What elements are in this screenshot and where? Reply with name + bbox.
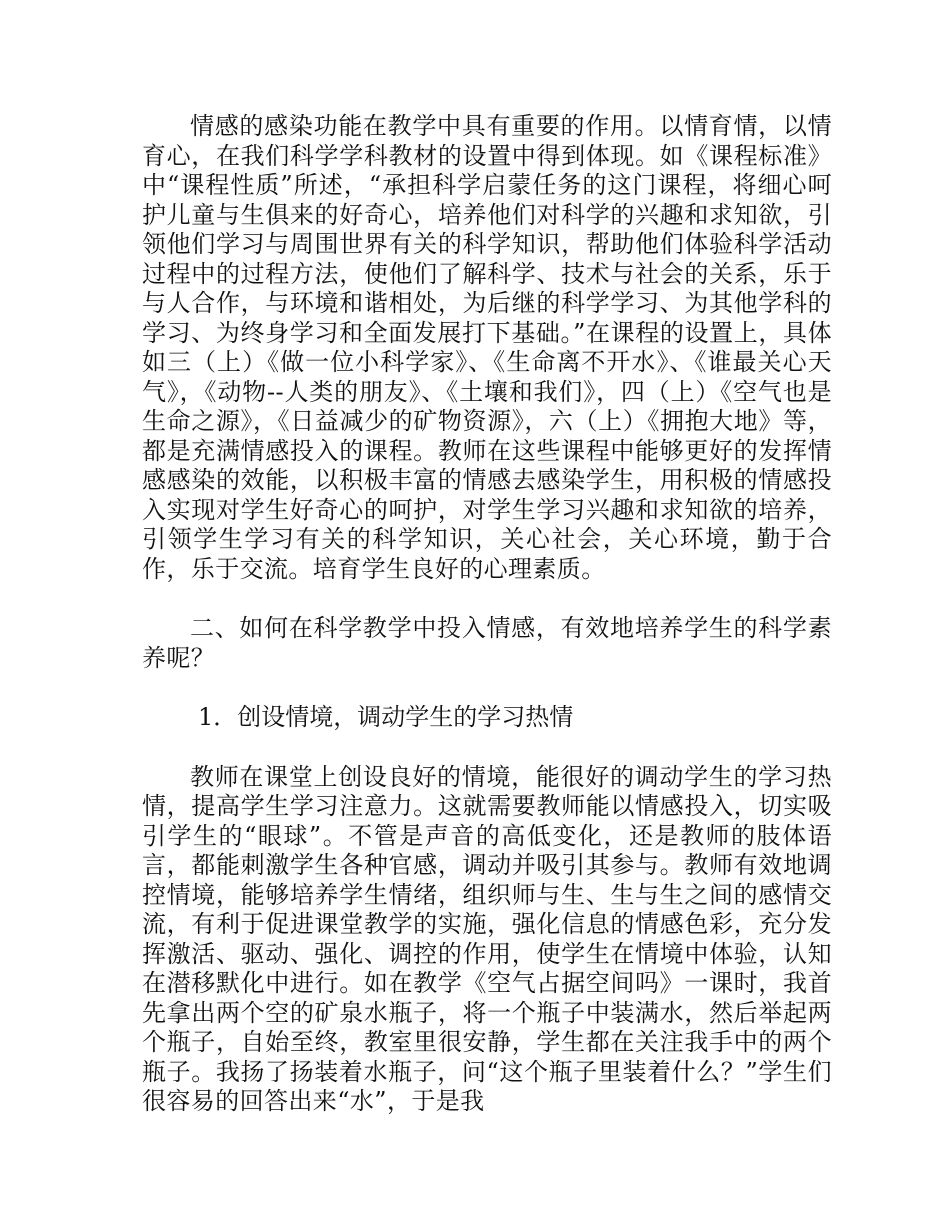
- paragraph-emotional-infection: 情感的感染功能在教学中具有重要的作用。以情育情，以情育心，在我们科学学科教材的设置中得到体现。如《课程标准》中“课程性质”所述，“承担科学启蒙任务的这门课程，将细心呵护儿童与生俱来的好奇心，培养他们对科学的兴趣和求知欲，引领他们学习与周围世界有关的科学知识，帮助他们体验科学活动过程中的过程方法，使他们了解科学、技术与社会的关系，乐于与人合作，与环境和谐相处，为后继的科学学习、为其他学科的学习、为终身学习和全面发展打下基础。”在课程的设置上，具体如三（上）《做一位小科学家》、《生命离不开水》、《谁最关心天气》，《动物--人类的朋友》、《土壤和我们》，四（上）《空气也是生命之源》，《日益减少的矿物资源》，六（上）《拥抱大地》等，都是充满情感投入的课程。教师在这些课程中能够更好的发挥情感感染的效能，以积极丰富的情感去感染学生，用积极的情感投入实现对学生好奇心的呵护，对学生学习兴趣和求知欲的培养，引领学生学习有关的科学知识，关心社会，关心环境，勤于合作，乐于交流。培育学生良好的心理素质。: [142, 112, 832, 583]
- section-heading-two: 二、如何在科学教学中投入情感，有效地培养学生的科学素养呢？: [142, 614, 832, 672]
- paragraph-gap: [142, 733, 832, 763]
- subheading-one: 1．创设情境，调动学生的学习热情: [198, 703, 574, 731]
- document-body: [142, 112, 832, 1117]
- paragraph-gap: [142, 673, 832, 703]
- paragraph-create-situation: 教师在课堂上创设良好的情境，能很好的调动学生的学习热情，提高学生学习注意力。这就需要教师能以情感投入，切实吸引学生的“眼球”。不管是声音的高低变化，还是教师的肢体语言，都能刺激学生各种官感，调动并吸引其参与。教师有效地调控情境，能够培养学生情绪，组织师与生、生与生之间的感情交流，有利于促进课堂教学的实施，强化信息的情感色彩，充分发挥激活、驱动、强化、调控的作用，使学生在情境中体验，认知在潜移默化中进行。如在教学《空气占据空间吗》一课时，我首先拿出两个空的矿泉水瓶子，将一个瓶子中装满水，然后举起两个瓶子，自始至终，教室里很安静，学生都在关注我手中的两个瓶子。我扬了扬装着水瓶子，问“这个瓶子里装着什么？”学生们很容易的回答出来“水”，于是我: [142, 762, 832, 1115]
- paragraph-gap: [142, 584, 832, 614]
